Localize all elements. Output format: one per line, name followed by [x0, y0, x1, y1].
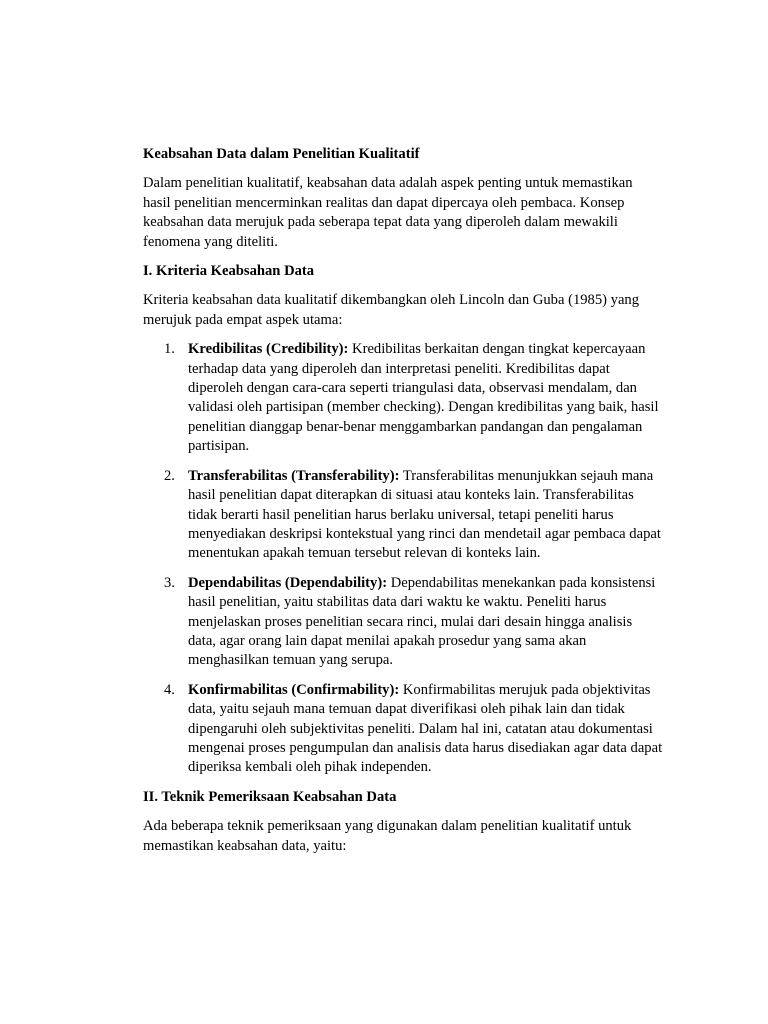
- section-1-lead: Kriteria keabsahan data kualitatif dikembangkan oleh Lincoln dan Guba (1985) yang merujuk pada empat aspek utama:: [143, 292, 640, 328]
- list-item-term: Konfirmabilitas (Confirmability):: [188, 681, 400, 698]
- document-title: Keabsahan Data dalam Penelitian Kualitatif: [143, 146, 420, 162]
- list-item-text: Kredibilitas berkaitan dengan tingkat kepercayaan terhadap data yang diperoleh dan interpretasi peneliti. Kredibilitas dapat diperoleh dengan cara-cara seperti triangulasi data, observasi mendalam, dan validasi oleh partisipan (member checking). Dengan kredibilitas yang baik, hasil penelitian dianggap benar-benar menggambarkan pandangan dan pengalaman partisipan.: [188, 341, 659, 455]
- list-item-number: 1.: [164, 341, 175, 358]
- list-item-text: Dependabilitas menekankan pada konsistensi hasil penelitian, yaitu stabilitas data dari waktu ke waktu. Peneliti harus menjelaskan proses penelitian secara rinci, mulai dari desain hingga analisis data, agar orang lain dapat menilai apakah prosedur yang sama akan menghasilkan temuan yang serupa.: [188, 574, 656, 669]
- intro-paragraph: Dalam penelitian kualitatif, keabsahan data adalah aspek penting untuk memastikan hasil penelitian mencerminkan realitas dan dapat dipercaya oleh pembaca. Konsep keabsahan data merujuk pada seberapa tepat data yang diperoleh dalam mewakili fenomena yang diteliti.: [143, 175, 633, 250]
- list-item-term: Transferabilitas (Transferability):: [188, 467, 400, 484]
- list-item: [143, 681, 663, 778]
- list-item-term: Kredibilitas (Credibility):: [188, 341, 349, 358]
- list-item-number: 3.: [164, 574, 175, 591]
- section-1-heading: I. Kriteria Keabsahan Data: [143, 263, 315, 280]
- section-2-heading: II. Teknik Pemeriksaan Keabsahan Data: [143, 788, 397, 805]
- list-item-number: 4.: [164, 681, 175, 698]
- list-item: [143, 467, 663, 564]
- section-2-lead: Ada beberapa teknik pemeriksaan yang digunakan dalam penelitian kualitatif untuk memastikan keabsahan data, yaitu:: [143, 818, 632, 854]
- list-item-text: Konfirmabilitas merujuk pada objektivitas data, yaitu sejauh mana temuan dapat diverifikasi oleh pihak lain dan tidak dipengaruhi oleh subjektivitas peneliti. Dalam hal ini, catatan atau dokumentasi mengenai proses pengumpulan dan analisis data harus disediakan agar data dapat diperiksa kembali oleh pihak independen.: [188, 681, 663, 776]
- list-item: [143, 574, 663, 671]
- list-item: [143, 340, 663, 456]
- list-item-text: Transferabilitas menunjukkan sejauh mana hasil penelitian dapat diterapkan di situasi atau konteks lain. Transferabilitas tidak berarti hasil penelitian harus berlaku universal, tetapi peneliti harus menyediakan deskripsi kontekstual yang rinci dan mendetail agar pembaca dapat menentukan apakah temuan tersebut relevan di konteks lain.: [188, 467, 661, 562]
- criteria-list: [143, 340, 663, 778]
- list-item-term: Dependabilitas (Dependability):: [188, 574, 388, 591]
- list-item-number: 2.: [164, 467, 175, 484]
- document-page: [143, 145, 663, 866]
